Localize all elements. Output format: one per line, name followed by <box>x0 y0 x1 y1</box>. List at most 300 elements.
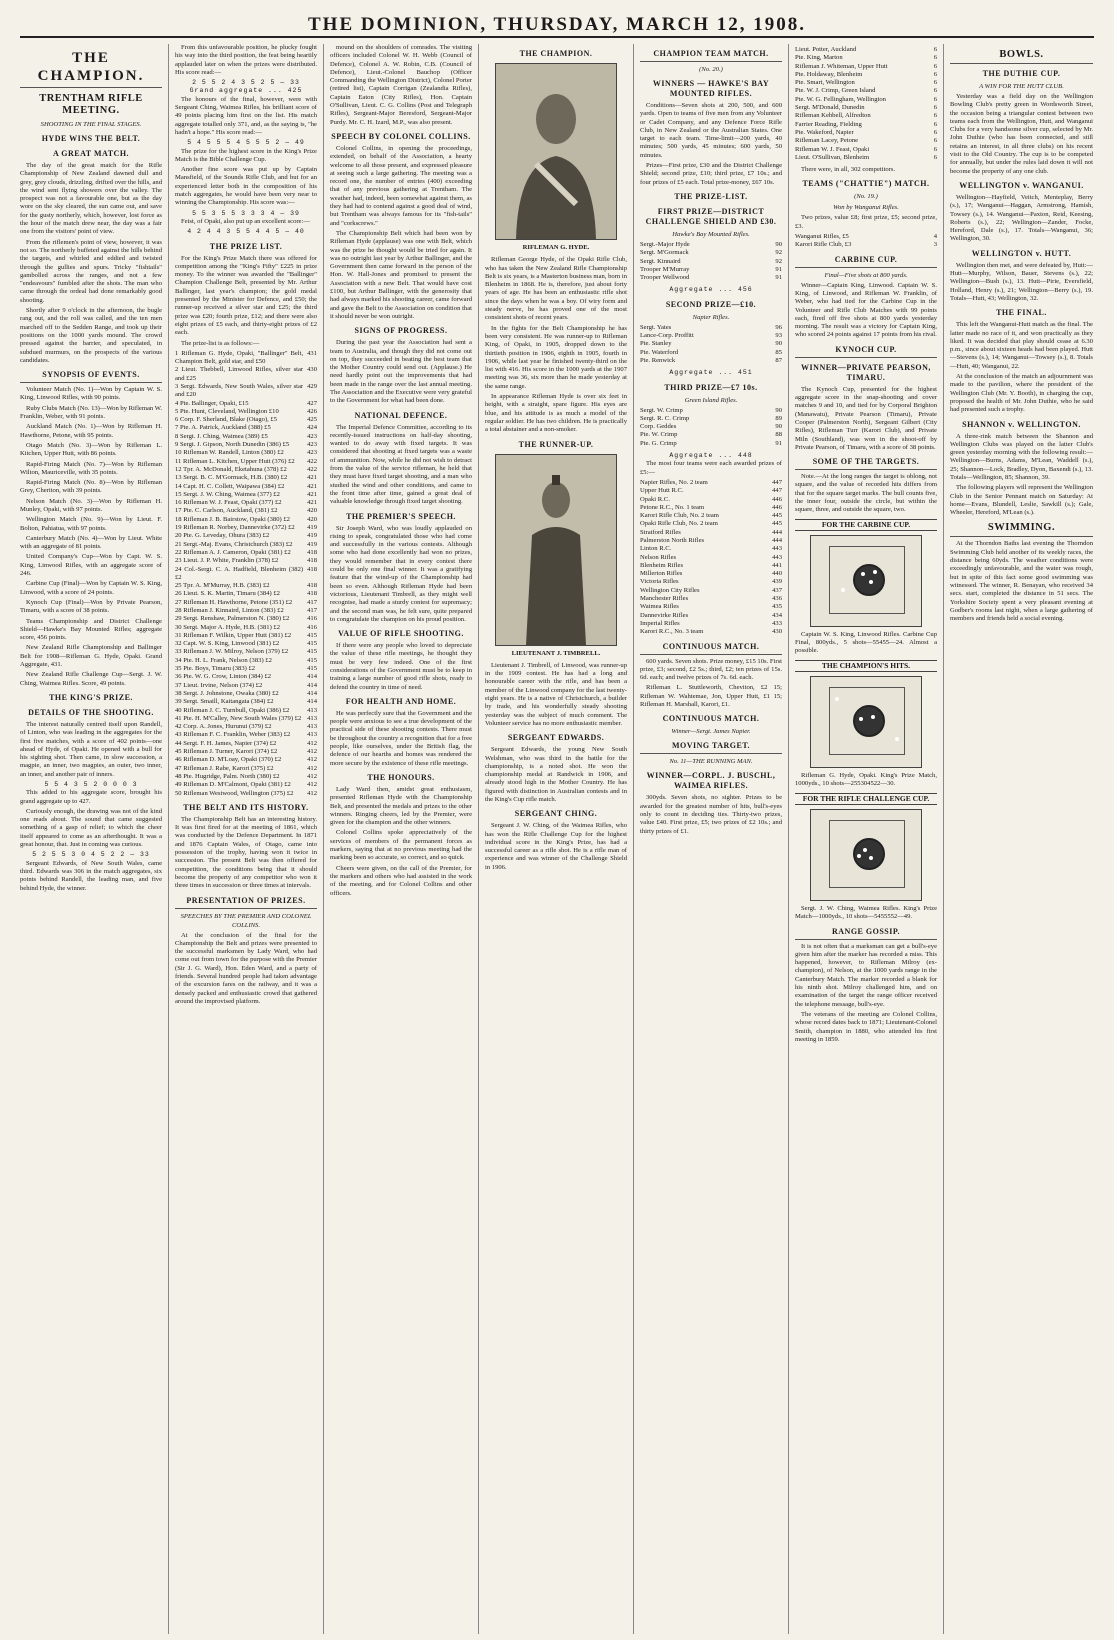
list-item-name: 14 Capt. H. C. Collett, Waipawa (384) £2 <box>175 482 285 490</box>
paragraph: Curiously enough, the drawing was not of the kind one reads about. The sound that came suggested something of a gasp of relief; to which the cheer itself appeared to come as an afterthought. It was a great honour, that. Just in coming was curious. <box>20 807 162 849</box>
list-item <box>795 112 937 120</box>
masthead <box>20 6 1094 38</box>
section-heading: THE PRIZE LIST. <box>209 241 283 251</box>
list-item-value: 414 <box>307 698 317 706</box>
paragraph: Lieutenant J. Timbrell, of Linwood, was runner-up in the 1909 contest. He has had a long and honourable career with the rifle, and has been a member of the Linwood company for the last twenty-eight years. He is a native of Christchurch, a builder by trade, and his wonderfully steady shooting yesterday was the subject of much comment. The Volunteer service has no more enthusiastic member. <box>485 661 627 727</box>
paragraph: Sergeant Edwards, the young New South Welshman, who was third in the battle for the championship, is a noted shot. He won the championship medal at Randwick in 1906, and already stood high in the Mother Country. He has figured with distinction in Australian contests and in the King's Cup rifle match. <box>485 746 627 803</box>
list-item-value: 414 <box>307 689 317 697</box>
list-item-name: Sergt. Kinnaird <box>640 257 681 265</box>
list-item-value: 6 <box>933 137 937 145</box>
event-item: Nelson Match (No. 3)—Won by Rifleman H. Munley, Opaki, with 97 points. <box>20 497 162 513</box>
list-item <box>640 496 782 504</box>
list-item-name: Trooper Wellwood <box>640 274 690 282</box>
paragraph: Feist, of Opaki, also put up an excellent score:— <box>181 217 310 225</box>
paragraph: The Imperial Defence Committee, according to its recently-issued instructions on half-day shooting, wanted to do away with fixed targets. It was considered that shooting at fixed targets was a waste of ammunition. Now, while he did not wish to detract from the value of the service rifleman, he held that they must have fixed target shooting, and a man who studied the wind and other conditions, and came to the front time after time, gained a great deal of valuable knowledge through fixed target shooting. <box>330 423 472 506</box>
list-item-name: 16 Rifleman W. J. Feast, Opaki (377) £2 <box>175 499 282 507</box>
list-item-value: 91 <box>775 274 782 282</box>
list-item-name: Trooper M'Murray <box>640 265 690 273</box>
list-item-name: Sergt. Yates <box>640 323 672 331</box>
section-title: SWIMMING. <box>950 522 1093 537</box>
section-subheading: WINNERS — HAWKE'S BAY MOUNTED RIFLES. <box>652 79 770 98</box>
portrait-photo <box>495 63 617 240</box>
list-item <box>640 258 782 266</box>
list-item-name: Blenheim Rifles <box>640 561 684 569</box>
list-item-value: 6 <box>933 46 937 53</box>
list-item-name: 9 Sergt. J. Gipson, North Dunedin (386) £5 <box>175 441 290 449</box>
paragraph: Sergeant Edwards, of New South Wales, came third. Edwards was 306 in the match aggregates, six points behind Randell, the leading man, and five behind Hyde, the winner. <box>20 859 162 892</box>
section-heading: SOME OF THE TARGETS. <box>795 457 937 470</box>
list-item-name: 38 Sergt. J. Johnstone, Owaka (380) £2 <box>175 689 279 697</box>
paragraph: In the fights for the Belt Championship he has been very consistent. He was runner-up to Rifleman King, of Opaki, in 1905, dropped down to the thirtieth position in 1906, eighth in 1905, fourth in 1906, while last year he finished twenty-third on the list with 416. His score in the 1000 yards at the 1907 meeting was 36, six more than he made yesterday at the same range. <box>485 324 627 390</box>
list-item-value: 447 <box>772 478 782 486</box>
list-item-name: 41 Pte. H. M'Calley, New South Wales (379) £2 <box>175 714 302 722</box>
list-item-name: Karori R.C., No. 3 team <box>640 628 704 636</box>
list-item-name: Rifleman Kebbell, Alfredton <box>795 112 871 120</box>
score-line: 5 4 5 5 5 4 5 5 5 2 — 49 <box>187 139 305 147</box>
list-item-value: 6 <box>933 62 937 70</box>
list-item-value: 415 <box>307 640 317 648</box>
section-subheading: WINNER—CORPL. J. BUSCHL, WAIMEA RIFLES. <box>646 771 776 791</box>
list-item <box>175 491 317 499</box>
section-heading: FOR HEALTH AND HOME. <box>345 696 457 706</box>
list-item-name: Rifleman J. Whiteman, Upper Hutt <box>795 62 888 70</box>
list-item <box>795 54 937 62</box>
list-item-value: 445 <box>772 520 782 528</box>
list-item-value: 412 <box>307 764 317 772</box>
column-7 <box>944 44 1099 1634</box>
list-item-value: 424 <box>307 424 317 432</box>
list-item-value: 6 <box>933 79 937 87</box>
list-item-value: 427 <box>307 399 317 407</box>
list-item-name: 39 Sergt. Smaill, Kaitangata (384) £2 <box>175 698 274 706</box>
list-item-name: 13 Sergt. B. C. M'Gormack, H.B. (380) £2 <box>175 474 288 482</box>
list-item-value: 414 <box>307 673 317 681</box>
list-item-name: Lance-Corp. Proffitt <box>640 332 694 340</box>
event-item: New Zealand Rifle Championship and Ballinger Belt for 1908—Rifleman G. Hyde, Opaki. Grand Aggregate, 431. <box>20 644 162 669</box>
list-item <box>175 566 317 583</box>
paragraph: Wellington then met, and were defeated by, Hutt:— Hutt—Murphy, Wilson, Bauer, Stevens (s.), 22; Wellington—Bush (s.), 13. Hutt—Pirie, Eversfield, Holland, Henry (s.), 21; Wellington—Berry (s.), 19. Totals—Hutt, 43; Wellington, 32. <box>950 261 1093 302</box>
list-item <box>640 274 782 282</box>
list-item <box>175 765 317 773</box>
list-item <box>640 249 782 257</box>
winner-line: Won by Wanganui Rifles. <box>833 204 899 212</box>
list-item-name: 4 Pte. Ballinger, Opaki, £15 <box>175 399 249 407</box>
section-subheading: WINNER—PRIVATE PEARSON, TIMARU. <box>801 362 931 382</box>
section-heading: PRESENTATION OF PRIZES. <box>175 896 317 909</box>
paragraph: There were, in all, 302 competitors. <box>801 166 896 174</box>
list-item-name: Pte. W. Crimp <box>640 431 678 439</box>
list-item-name: Palmerston North Rifles <box>640 536 705 544</box>
aggregate-line: Aggregate ... 451 <box>669 369 753 377</box>
portrait-figure-icon <box>496 455 616 645</box>
list-item <box>640 504 782 512</box>
section-heading: THE BELT AND ITS HISTORY. <box>183 802 309 812</box>
caption: Rifleman G. Hyde, Opaki. King's Prize Match, 1000yds., 10 shots—255304522—30. <box>795 772 937 788</box>
photo-caption: RIFLEMAN G. HYDE. <box>522 244 590 251</box>
section-title: THE CHAMPION. <box>519 49 593 58</box>
list-item <box>795 146 937 154</box>
paragraph: The interest naturally centred itself upon Randell, of Linton, who was leading in the aggregates for the first five matches, with a score of 402 points—one ahead of Hyde, of Opaki. He opened with a bull for his sighting shot. Then came, in slow succession, a magpie, an inner, two magpies, an outer, two inner, an inner, and another pair of inners. <box>20 720 162 778</box>
list-item-name: Pte. Renwick <box>640 356 676 364</box>
match-heading: WELLINGTON v. HUTT. <box>971 248 1072 258</box>
paragraph: The Championship Belt which had been won by Rifleman Hyde (applause) was one with Belt, which was the prize he thought would be tried for again. It was no outright last year by Arthur Ballinger, and the Government then came forward in the person of the Hon. W. Hall-Jones and promised to present the Association with a new Belt. That would have cost £100, but Arthur Ballinger, with the generosity that had always marked his shooting career, came forward and gave the Belt to the Association on condition that it should never be won outright. <box>330 229 472 320</box>
list-item <box>175 648 317 656</box>
list-item <box>640 612 782 620</box>
paragraph: 300yds. Seven shots, no sighter. Prizes to be awarded for the greatest number of hits, bull's-eyes only to count in deciding ties. Thirty-two prizes, value £40. First prize, £5; two prizes of £2 10s.; and thirty prizes of £1. <box>640 794 782 835</box>
list-item <box>175 632 317 640</box>
list-item-value: 430 <box>307 366 317 374</box>
score-line: 5 2 5 5 3 0 4 5 2 2 — 33 <box>32 851 150 859</box>
list-item <box>640 537 782 545</box>
section-heading: TEAMS ("CHATTIE") MATCH. <box>802 179 930 189</box>
list-item <box>175 350 317 367</box>
paragraph: The day of the great match for the Rifle Championship of New Zealand dawned dull and grey, grey clouds, drizzling, drifted over the hills, and the wind sent flying showers over the valley. The prospect was not a favourable one, but as the day wore on the sky cleared, the sun came out, and save for the gusty northerly, which, however, lost force as the hour of the match drew near, the day was a fair one from the visitors' point of view. <box>20 162 162 236</box>
section-heading: THE HONOURS. <box>367 772 435 782</box>
section-subheading: A WIN FOR THE HUTT CLUB. <box>979 83 1064 90</box>
list-item <box>175 400 317 408</box>
list-item-name: 1 Rifleman G. Hyde, Opaki, "Ballinger" Belt, Champion Belt, gold star, and £50 <box>175 349 304 366</box>
team-score-list <box>640 241 782 282</box>
list-item <box>175 731 317 739</box>
list-item <box>175 790 317 798</box>
score-line: 5 5 4 3 5 2 0 0 0 3 <box>44 781 138 788</box>
list-item-value: 6 <box>933 70 937 78</box>
list-item-value: 412 <box>307 781 317 789</box>
list-item-value: 436 <box>772 595 782 603</box>
column-5 <box>634 44 789 1634</box>
list-item <box>175 499 317 507</box>
list-item-name: 44 Sergt. F. H. James, Napier (374) £2 <box>175 739 277 747</box>
list-item-name: Sergt.-Major Hyde <box>640 240 690 248</box>
photo-caption: LIEUTENANT J. TIMBRELL. <box>511 649 601 657</box>
paragraph: mound on the shoulders of comrades. The visiting officers included Colonel W. H. Webb (Council of Defence), Colonel A. W. Robin, C.B. (Council of Defence), Lieut.-Colonel Bauchop (Officer Commanding the Wellington District), Colonel Porter (retired list), Captain Corrigan (Zealandia Rifles), Captain Eaton (City Rifles), Hon. Captain O'Sullivan, Lieut. C. G. Collins (Post and Telegraph Rifles), Sergeant-Major Beresford, Sergeant-Major Purdy. Mr. C. H. Izard, M.P., was also present. <box>330 44 472 126</box>
list-item-value: 446 <box>772 503 782 511</box>
list-item <box>175 366 317 383</box>
list-item-name: Nelson Rifles <box>640 553 677 561</box>
target-diagram <box>810 535 922 627</box>
list-item <box>640 423 782 431</box>
list-item <box>175 740 317 748</box>
paragraph: At the conclusion of the match an adjournment was made to the pavilion, where the president of the Wellington Club (Mr. Y. Booth), in charging the cup, proposed the health of Mr. John Duthie, who he said had presented such a trophy. <box>950 373 1093 414</box>
list-item <box>175 449 317 457</box>
list-item <box>640 562 782 570</box>
list-item-name: Pte. W. G. Fellingham, Wellington <box>795 95 886 103</box>
paragraph: Colonel Collins spoke appreciatively of the services of members of the permanent forces as markers, saying that at no previous meeting had the marking been so accurate, so correct, and so quick. <box>330 829 472 862</box>
list-item-name: 40 Rifleman J. C. Turnbull, Opaki (386) £2 <box>175 706 290 714</box>
team-score-list <box>795 233 937 250</box>
paragraph: The honours of the final, however, were with Sergeant Ching, Waimea Rifles, his brilliant score of 49 points placing him first on the list. His match aggregate totalled only 371, and, as the saying is, "he hadn't a hope." His score read:— <box>175 95 317 136</box>
list-item <box>175 599 317 607</box>
list-item-name: Karori Rifle Club, No. 2 team <box>640 512 719 520</box>
shot-mark <box>841 588 845 592</box>
shot-mark <box>863 848 867 852</box>
list-item-name: Sergt. R. C. Crimp <box>640 414 690 422</box>
shot-mark <box>869 580 873 584</box>
list-item <box>795 79 937 87</box>
section-subheading: DETAILS OF THE SHOOTING. <box>28 707 154 717</box>
target-bullseye <box>853 705 885 737</box>
list-item <box>175 756 317 764</box>
list-item-name: 32 Capt. W. S. King, Linwood (381) £2 <box>175 640 280 648</box>
list-item <box>640 241 782 249</box>
list-item-name: 49 Rifleman D. M'Calmont, Opaki (381) £2 <box>175 781 291 789</box>
list-item <box>640 431 782 439</box>
list-item-name: 37 Lieut. Irvine, Nelson (374) £2 <box>175 681 263 689</box>
list-item <box>795 71 937 79</box>
list-item-value: 87 <box>775 356 782 364</box>
list-item-value: 412 <box>307 748 317 756</box>
paragraph: The following players will represent the Wellington Club in the Senior Pennant match on Saturday: At home—Evans, Blundell, Leslie, Sawkill (s.); Gale, Wheeler, Hereford, M'Lean (s.). <box>950 484 1093 517</box>
section-heading: SERGEANT CHING. <box>514 809 598 819</box>
team-name: Hawke's Bay Mounted Rifles. <box>672 230 750 238</box>
list-item <box>175 483 317 491</box>
list-item-name: Rifleman W. J. Feast, Opaki <box>795 145 870 153</box>
column-3 <box>324 44 479 1634</box>
list-item <box>640 340 782 348</box>
list-item-name: 25 Tpr. A. M'Murray, H.B. (383) £2 <box>175 582 270 590</box>
list-item <box>640 357 782 365</box>
list-item-value: 444 <box>772 536 782 544</box>
list-item <box>175 441 317 449</box>
list-item <box>175 557 317 565</box>
shot-mark <box>869 856 873 860</box>
paragraph: Yesterday was a field day on the Wellington Bowling Club's pretty green in Wordsworth Street, the occasion being a triangular contest between two teams each from the Wellington, Hutt, and Wanganui Clubs for a very handsome silver cup, selected by Mr. John Duthie (who has been connected, and still retains an interest, in all three clubs) on his recent visit to the Old Country. The cup is to be competed for annually, but under the rules laid down it will not become the property of any one club. <box>950 93 1093 175</box>
list-item-value: 4 <box>933 233 937 241</box>
list-item-name: 6 Corp. F. Sherland, Blake (Otago), £5 <box>175 416 278 424</box>
section-heading: CARBINE CUP. <box>795 255 937 268</box>
paragraph: Two prizes, value £8; first prize, £5; second prize, £3. <box>795 214 937 230</box>
list-item-name: 11 Rifleman L. Kitchen, Upper Hutt (376) £2 <box>175 457 295 465</box>
list-item-value: 439 <box>772 578 782 586</box>
aggregate-line: Aggregate ... 448 <box>669 452 753 460</box>
section-title: THE CHAMPION. <box>20 49 162 88</box>
section-heading: RANGE GOSSIP. <box>795 927 937 940</box>
event-item: Volunteer Match (No. 1)—Won by Captain W. S. King, Linwood Rifles, with 90 points. <box>20 386 162 402</box>
list-item-name: Manchester Rifles <box>640 595 689 603</box>
list-item <box>795 63 937 71</box>
list-item <box>640 415 782 423</box>
list-item <box>640 595 782 603</box>
list-item-value: 421 <box>307 490 317 498</box>
list-item-value: 431 <box>307 349 317 357</box>
event-item: Canterbury Match (No. 4)—Won by Lieut. White with an aggregate of 81 points. <box>20 534 162 551</box>
list-item <box>640 407 782 415</box>
list-item-value: 415 <box>307 656 317 664</box>
winner-line: Winner—Sergt. James Napier. <box>671 728 751 736</box>
list-item-value: 435 <box>772 603 782 611</box>
paragraph: Shortly after 9 o'clock in the afternoon, the bugle rang out, and the roll was called, and the ten men marched off to the Sedden Range, and took up their positions on the 1000 yards mound. The crowd pressed against the barrier, and speculated, in subdued murmurs, on the prospects of the various candidates. <box>20 307 162 364</box>
shot-mark <box>861 572 865 576</box>
list-item-value: 90 <box>775 240 782 248</box>
list-item-value: 419 <box>307 524 317 532</box>
subheadline: SHOOTING IN THE FINAL STAGES. <box>40 121 142 128</box>
list-item-name: 28 Rifleman J. Kinnaird, Linton (383) £2 <box>175 607 284 614</box>
section-heading: SYNOPSIS OF EVENTS. <box>20 370 162 383</box>
list-item-name: 27 Rifleman H. Hawthorne, Petone (351) £2 <box>175 598 293 606</box>
list-item-value: 91 <box>775 439 782 447</box>
paragraph: He was perfectly sure that the Government and the people were anxious to see a true development of the practical side of these shooting contests. There must be throughout the country a recognition that for a free people, like ourselves, under the British flag, the defence of our hearths and homes was rendered the more secure by the existence of these rifle meetings. <box>330 709 472 767</box>
list-item <box>175 698 317 706</box>
paragraph: This added to his aggregate score, brought his grand aggregate up to 427. <box>20 789 162 805</box>
list-item-value: 413 <box>307 731 317 739</box>
portrait-photo <box>495 454 617 646</box>
list-item-value: 416 <box>307 623 317 631</box>
list-item <box>640 440 782 448</box>
list-item-value: 443 <box>772 545 782 553</box>
list-item-name: Opaki Rifle Club, No. 2 team <box>640 520 718 528</box>
list-item-name: 12 Tpr. A. McDonald, Eketahuna (378) £2 <box>175 465 287 473</box>
prize-heading: THIRD PRIZE—£7 10s. <box>664 382 758 392</box>
list-item-name: Imperial Rifles <box>640 619 680 627</box>
list-item-value: 90 <box>775 340 782 348</box>
target-heading: FOR THE RIFLE CHALLENGE CUP. <box>795 793 937 805</box>
list-item-value: 6 <box>933 112 937 120</box>
paragraph: A three-rink match between the Shannon and Wellington Clubs was played on the latter Club's green yesterday morning with the following result:— Wellington—Burns, Adams, M'Lean, Waddell (s.), 25; Shannon—Lock, Bradley, Dyon, Baxendi (s.), 13. Totals—Wellington, 85; Shannon, 39. <box>950 432 1093 481</box>
list-item-name: Opaki R.C. <box>640 495 670 503</box>
list-item-name: Pte. W. J. Crimp, Green Island <box>795 87 876 95</box>
list-item-value: 414 <box>307 681 317 689</box>
list-item <box>640 487 782 495</box>
list-item <box>175 466 317 474</box>
list-item-value: 426 <box>307 407 317 415</box>
list-item-name: 15 Sergt. J. W. Ching, Waimea (377) £2 <box>175 490 280 498</box>
list-item-value: 418 <box>307 557 317 565</box>
section-heading: THE PRIZE-LIST. <box>674 191 748 201</box>
list-item <box>640 529 782 537</box>
list-item <box>175 474 317 482</box>
list-item-name: 29 Sergt. Renshaw, Palmerston N. (380) £2 <box>175 615 290 623</box>
list-item-name: 20 Pte. G. Leveday, Ohura (383) £2 <box>175 532 270 540</box>
paragraph: Cheers were given, on the call of the Premier, for the markers and others who had assisted in the work of the meeting, and for Colonel Collins and other officers. <box>330 864 472 897</box>
list-item-name: Pte. Holdaway, Blenheim <box>795 70 863 78</box>
list-item-name: Pte. Stanley <box>640 340 672 348</box>
paragraph: If there were any people who loved to depreciate the value of these rifle meetings, he thought they must be very few indeed. One of the first considerations of the Government must be to keep in training a large number of good rifle shots, ready to defend the country in time of need. <box>330 642 472 691</box>
section-heading: MOVING TARGET. <box>640 741 782 754</box>
list-item-value: 429 <box>307 382 317 390</box>
paragraph: Wellington—Hayfield, Veitch, Menteplay, Berry (s.), 17; Wanganui—Haggan, Armstrong, Hamish, Towsey (s.), 14. Wanganui—Paxton, Reid, Keesing, Roberts (s.), 22; Wellington—Zander, Focke, Hereford, Dale (s.), 17. Totals—Wanganui, 36; Wellington, 30. <box>950 193 1093 243</box>
competitor-list <box>795 46 937 162</box>
list-item-value: 421 <box>307 474 317 482</box>
column-4 <box>479 44 634 1634</box>
list-item-name: Linton R.C. <box>640 545 672 553</box>
list-item <box>795 233 937 241</box>
event-item: Rapid-Firing Match (No. 7)—Won by Rifleman Wilton, Mauriceville, with 35 points. <box>20 460 162 476</box>
aggregate-line: Aggregate ... 456 <box>669 286 753 294</box>
list-item-value: 447 <box>772 487 782 495</box>
list-item <box>640 587 782 595</box>
paragraph: Colonel Collins, in opening the proceedings, extended, on behalf of the Association, a hearty welcome to all those present, and expressed pleasure at seeing such a large gathering. The meeting was a record one, the number of entries (400) exceeding that of any previous gathering at Trentham. The weather had, indeed, been somewhat against them, as they had had to contend against a good deal of wind, but Trentham was always famous for its "fish-tails" and "corkscrews." <box>330 144 472 227</box>
list-item-value: 430 <box>772 628 782 636</box>
list-item <box>175 607 317 615</box>
event-item: Carbine Cup (Final)—Won by Captain W. S. King, Linwood, with a score of 24 points. <box>20 580 162 596</box>
event-item: United Company's Cup—Won by Capt. W. S. King, Linwood Rifles, with an aggregate score of 246. <box>20 553 162 578</box>
list-item-name: Stratford Rifles <box>640 528 681 536</box>
caption: Captain W. S. King, Linwood Rifles. Carbine Cup Final, 800yds., 5 shots—55455—24. Almost a possible. <box>795 630 937 655</box>
list-item <box>175 615 317 623</box>
list-item-value: 444 <box>772 528 782 536</box>
list-item-value: 6 <box>933 54 937 62</box>
list-item-value: 422 <box>307 465 317 473</box>
list-item-name: Millerton Rifles <box>640 570 683 578</box>
headline: TRENTHAM RIFLE MEETING. <box>39 93 143 116</box>
team-score-list <box>640 324 782 365</box>
shot-mark <box>857 854 861 858</box>
paragraph: At the conclusion of the final for the Championship the Belt and prizes were presented to the successful marksmen by Lady Ward, who had come out from town for the purpose with the Premier (Sir J. G. Ward), Hon. Eden Ward, and a party of friends. Several hundred people had taken advantage of the excursion fares on the railway, and it was a densely packed and enthusiastic crowd that gathered around the improvised platform. <box>175 931 317 1005</box>
list-item <box>795 104 937 112</box>
columns <box>14 44 1100 1634</box>
event-item: Kynoch Cup (Final)—Won by Private Pearson, Timaru, with a score of 38 points. <box>20 598 162 615</box>
list-item-value: 421 <box>307 482 317 490</box>
list-item-name: 3 Sergt. Edwards, New South Wales, silver star and £20 <box>175 382 304 399</box>
section-title: BOWLS. <box>950 49 1093 64</box>
list-item-name: 34 Pte. H. L. Frank, Nelson (383) £2 <box>175 656 272 664</box>
list-item-name: Lieut. Potter, Auckland <box>795 46 857 53</box>
list-item-value: 412 <box>307 772 317 780</box>
list-item-value: 6 <box>933 153 937 161</box>
list-item-name: Pte. Wakeford, Napier <box>795 128 854 136</box>
list-item-value: 419 <box>307 532 317 540</box>
target-heading: FOR THE CARBINE CUP. <box>795 519 937 531</box>
list-item-name: 31 Rifleman F. Wilkin, Upper Hutt (381) £2 <box>175 631 292 639</box>
section-heading: THE PREMIER'S SPEECH. <box>346 511 456 521</box>
list-item-value: 440 <box>772 570 782 578</box>
paragraph: This left the Wanganui-Hutt match as the final. The latter made no race of it, and won practically as they liked. It was decided that play should cease at 6.30 p.m., since about sixteen heads had been played. Hutt—Stevens (s.), 14; Wanganui—Towsey (s.), 8. Totals—Hutt, 40; Wanganui, 22. <box>950 321 1093 370</box>
list-item-value: 96 <box>775 323 782 331</box>
section-heading: SERGEANT EDWARDS. <box>507 733 605 743</box>
column-1 <box>14 44 169 1634</box>
event-item: Rapid-Firing Match (No. 8)—Won by Rifleman Grey, Cheriton, with 39 points. <box>20 479 162 495</box>
list-item-value: 6 <box>933 104 937 112</box>
list-item-name: Petone R.C., No. 1 team <box>640 503 705 511</box>
section-heading: THE DUTHIE CUP. <box>982 69 1061 78</box>
paragraph: The most four teams were each awarded prizes of £5:— <box>640 460 782 476</box>
list-item-value: 420 <box>307 507 317 515</box>
list-item <box>640 520 782 528</box>
list-item-name: Upper Hutt R.C. <box>640 487 684 495</box>
list-item <box>175 781 317 789</box>
paragraph: During the past year the Association had sent a team to Australia, and though they did not come out on top, they succeeded in beating the best team that the Mother Country could send out. (Applause.) He need hardly point out the improvements that had been made in the range over the last annual meeting. The Association and the Executive were very grateful to the Government for what had been done. <box>330 339 472 405</box>
paragraph: Prizes—First prize, £30 and the District Challenge Shield; second prize, £10; third prize, £7 10s.; and four prizes of £5 each. Total prize-money, £67 10s. <box>640 162 782 186</box>
match-number: (No. 20.) <box>699 66 723 73</box>
paragraph: Rifleman George Hyde, of the Opaki Rifle Club, who has taken the New Zealand Rifle Championship Belt is six years, is a Masterton business man, born in Blenheim in 1868. He is, therefore, just about forty years of age. He has been an enthusiastic rifle shot since the days when he was a boy. Of wiry form and steady nerve, he has proved one of the most consistent shots of recent years. <box>485 256 627 322</box>
target-diagram <box>810 676 922 768</box>
list-item <box>175 665 317 673</box>
list-item-name: Rifleman Lacey, Petone <box>795 137 859 145</box>
list-item <box>175 383 317 400</box>
list-item-name: 26 Lieut. S. K. Martin, Timaru (384) £2 <box>175 590 280 598</box>
list-item-name: Dannevirke Rifles <box>640 611 689 619</box>
paragraph: Winner—Captain King, Linwood. Captain W. S. King, of Linwood, and Rifleman W. Franklin, of Weber, who had tied for the Carbine Cup in the Volunteer and Rifle Club Matches with 99 points each, fired off five shots at 800 yards yesterday morning. The result was a victory for Captain King, who scored 24 points against 17 points from his rival. <box>795 281 937 339</box>
list-item-value: 6 <box>933 87 937 95</box>
list-item <box>175 532 317 540</box>
paragraph: Sir Joseph Ward, who was loudly applauded on rising to speak, congratulated those who had come and successfully in the various contests. Although some who had done excellently had won no prizes, they would remember that in every contest there could be only one final winner. It was a gratifying feature that the wind-up of the Championship had been so even. Although Rifleman Hyde had been victorious, Lieutenant Timbrell, as they might well recognise, had made a sturdy contest for supremacy; and the second man was, he felt sure, quite prepared to congratulate the champion on his proud position. <box>330 524 472 623</box>
list-item-value: 423 <box>307 441 317 449</box>
paragraph: 600 yards. Seven shots. Prize money, £15 10s. First prize, £3; second, £2 5s.; third, £2; ten prizes of 15s. 6d. each; and twelve prizes of 7s. 6d. each. <box>640 657 782 682</box>
list-item-name: 22 Rifleman A. J. Cameron, Opaki (381) £2 <box>175 548 291 556</box>
section-heading: KYNOCH CUP. <box>795 345 937 358</box>
list-item <box>640 332 782 340</box>
list-item-value: 418 <box>307 565 317 573</box>
list-item <box>640 479 782 487</box>
list-item <box>175 507 317 515</box>
list-item-value: 3 <box>933 241 937 249</box>
list-item <box>175 458 317 466</box>
list-item-value: 92 <box>775 249 782 257</box>
list-item-name: 50 Rifleman Westwood, Wellington (375) £2 <box>175 789 294 797</box>
list-item-value: 413 <box>307 706 317 714</box>
list-item-name: Pte. G. Crimp <box>640 439 677 447</box>
list-item-name: Wanganui Rifles, £5 <box>795 233 849 241</box>
